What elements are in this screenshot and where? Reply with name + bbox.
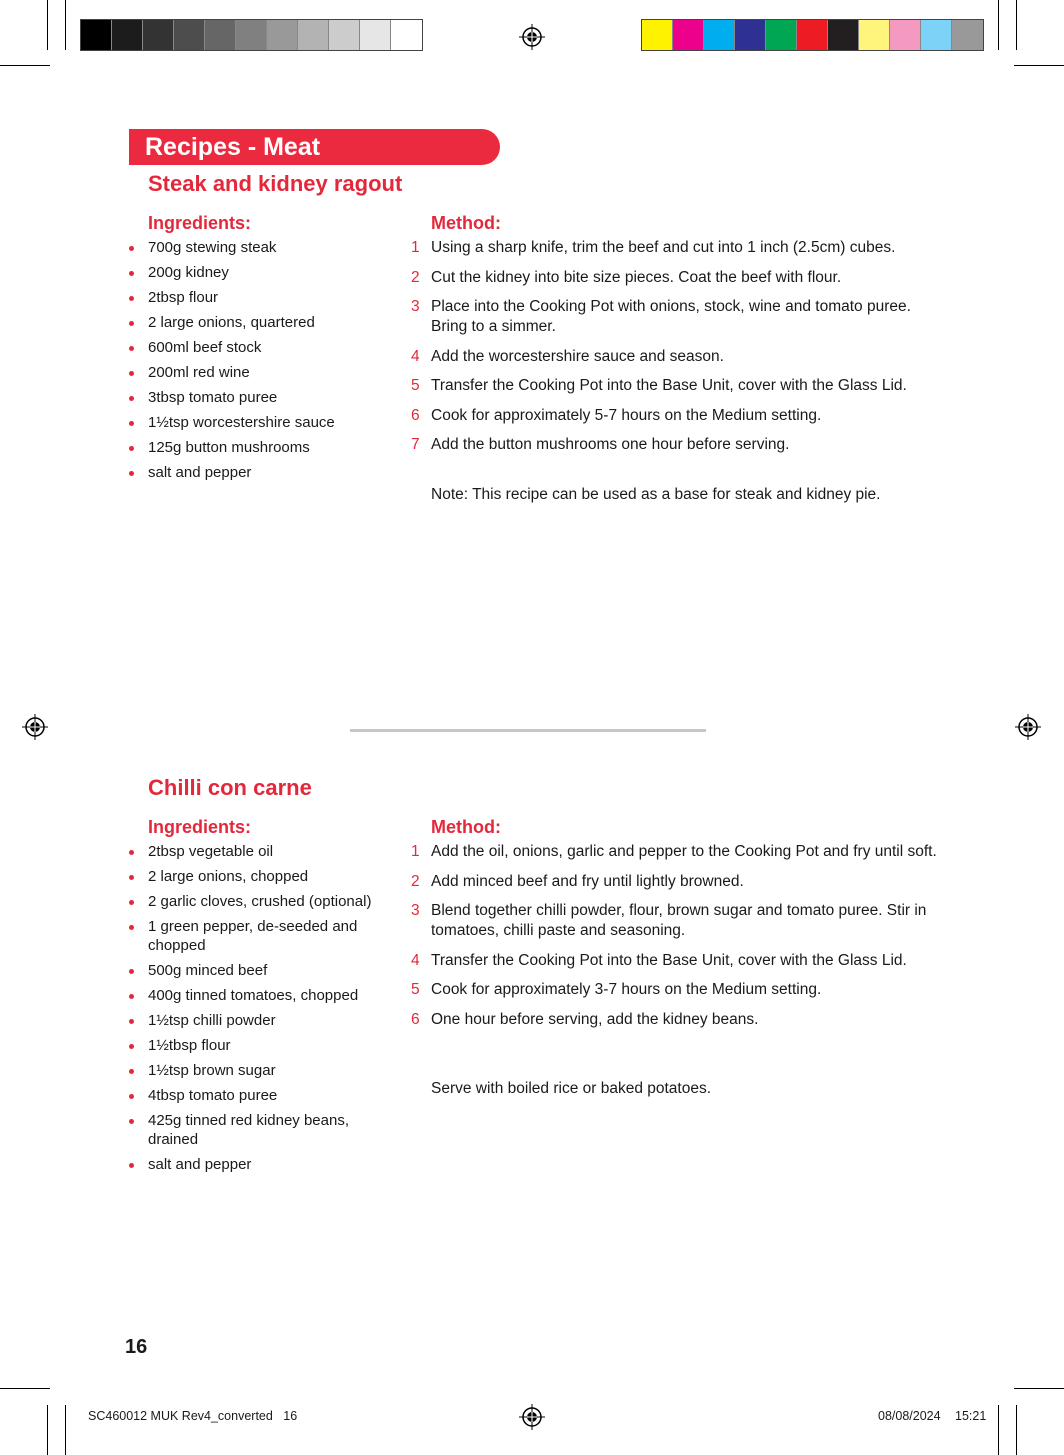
greyscale-color-bar	[80, 19, 423, 51]
ingredient-text: 2 large onions, quartered	[148, 314, 315, 331]
ingredient-text: 1½tsp brown sugar	[148, 1062, 276, 1079]
registration-mark-icon	[1015, 714, 1041, 740]
ingredient-text: salt and pepper	[148, 464, 252, 481]
ingredient-text: 4tbsp tomato puree	[148, 1087, 278, 1104]
ingredients-heading: Ingredients:	[148, 817, 252, 837]
step-number: 5	[411, 981, 420, 998]
color-swatch	[952, 20, 983, 50]
crop-mark-br-h	[1014, 1388, 1064, 1389]
ingredient-text: 2tbsp vegetable oil	[148, 843, 274, 860]
crop-mark-tl-v	[47, 0, 48, 50]
method-step	[411, 238, 951, 258]
bullet-icon	[129, 471, 134, 476]
method-step	[411, 268, 951, 288]
crop-mark-bl-v2	[65, 1405, 66, 1455]
crop-mark-bl-h	[0, 1388, 50, 1389]
ingredient-item	[129, 1036, 379, 1055]
bullet-icon	[129, 346, 134, 351]
ingredient-text: 2tbsp flour	[148, 289, 219, 306]
step-number: 3	[411, 298, 420, 315]
grey-swatch	[298, 20, 329, 50]
ingredient-text: 400g tinned tomatoes, chopped	[148, 987, 359, 1004]
ingredient-item	[129, 1155, 379, 1174]
registration-mark-icon	[519, 24, 545, 50]
color-swatch	[797, 20, 828, 50]
grey-swatch	[329, 20, 360, 50]
grey-swatch	[391, 20, 422, 50]
ingredient-item	[129, 463, 379, 482]
bullet-icon	[129, 1119, 134, 1124]
ingredient-text: 500g minced beef	[148, 962, 268, 979]
bullet-icon	[129, 850, 134, 855]
ingredient-text: salt and pepper	[148, 1156, 252, 1173]
grey-swatch	[112, 20, 143, 50]
color-swatch	[704, 20, 735, 50]
step-number: 1	[411, 843, 420, 860]
color-swatch	[921, 20, 952, 50]
grey-swatch	[205, 20, 236, 50]
step-text: Cut the kidney into bite size pieces. Coat the beef with flour.	[431, 268, 842, 286]
color-swatch	[766, 20, 797, 50]
ingredient-text: 1½tsp chilli powder	[148, 1012, 276, 1029]
bullet-icon	[129, 296, 134, 301]
print-time: 15:21	[955, 1409, 987, 1423]
bullet-icon	[129, 371, 134, 376]
section-divider	[350, 729, 706, 732]
step-number: 2	[411, 872, 420, 890]
bullet-icon	[129, 271, 134, 276]
file-slug: SC460012 MUK Rev4_converted 16	[88, 1409, 298, 1423]
ingredient-text: 200ml red wine	[148, 364, 250, 381]
color-swatch	[890, 20, 921, 50]
color-swatch	[735, 20, 766, 50]
method-step	[411, 435, 951, 455]
step-text: Transfer the Cooking Pot into the Base Unit, cover with the Glass Lid.	[431, 951, 907, 969]
ingredient-text: 1 green pepper, de-seeded and chopped	[148, 918, 358, 954]
ingredient-item	[129, 338, 379, 357]
ingredient-item	[129, 1086, 379, 1105]
page-number: 16	[125, 1336, 148, 1358]
bullet-icon	[129, 421, 134, 426]
step-text: Cook for approximately 3-7 hours on the Medium setting.	[431, 981, 822, 998]
ingredient-item	[129, 1061, 379, 1080]
bullet-icon	[129, 1069, 134, 1074]
bullet-icon	[129, 925, 134, 930]
serving-note: Serve with boiled rice or baked potatoes.	[431, 1080, 712, 1097]
ingredient-item	[129, 413, 379, 432]
method-step	[411, 951, 951, 971]
ingredient-item	[129, 288, 379, 307]
grey-swatch	[143, 20, 174, 50]
ingredient-text: 3tbsp tomato puree	[148, 389, 278, 406]
crop-mark-br-v2	[998, 1405, 999, 1455]
ingredient-text: 1½tsp worcestershire sauce	[148, 414, 335, 431]
method-step	[411, 376, 951, 396]
recipe-note: Note: This recipe can be used as a base for steak and kidney pie.	[431, 486, 881, 503]
grey-swatch	[236, 20, 267, 50]
method-step	[411, 901, 951, 941]
ingredient-item	[129, 1011, 379, 1030]
step-number: 5	[411, 377, 420, 394]
step-text: Add the worcestershire sauce and season.	[431, 347, 724, 365]
color-swatch	[859, 20, 890, 50]
registration-mark-icon	[22, 714, 48, 740]
ingredient-item	[129, 892, 379, 911]
method-steps-list	[411, 238, 951, 465]
bullet-icon	[129, 396, 134, 401]
process-color-bar	[641, 19, 984, 51]
ingredient-item	[129, 438, 379, 457]
ingredients-heading: Ingredients:	[148, 213, 252, 233]
crop-mark-bl-v	[47, 1405, 48, 1455]
step-text: Using a sharp knife, trim the beef and cut into 1 inch (2.5cm) cubes.	[431, 239, 896, 256]
bullet-icon	[129, 446, 134, 451]
method-step	[411, 842, 951, 862]
step-number: 6	[411, 406, 420, 424]
bullet-icon	[129, 246, 134, 251]
ingredient-text: 600ml beef stock	[148, 339, 262, 356]
bullet-icon	[129, 1044, 134, 1049]
ingredient-text: 2 large onions, chopped	[148, 868, 309, 885]
method-heading: Method:	[431, 817, 501, 837]
step-number: 1	[411, 239, 420, 256]
ingredient-item	[129, 986, 379, 1005]
ingredient-item	[129, 917, 379, 955]
grey-swatch	[174, 20, 205, 50]
registration-mark-icon	[519, 1404, 545, 1430]
step-text: Add minced beef and fry until lightly browned.	[431, 872, 744, 890]
section-title: Recipes - Meat	[145, 133, 321, 161]
method-step	[411, 347, 951, 367]
section-banner	[129, 129, 500, 165]
color-swatch	[828, 20, 859, 50]
method-steps-list	[411, 842, 951, 1039]
crop-mark-tr-v	[1016, 0, 1017, 50]
bullet-icon	[129, 994, 134, 999]
crop-mark-br-v	[1016, 1405, 1017, 1455]
ingredient-text: 200g kidney	[148, 264, 229, 281]
ingredient-item	[129, 313, 379, 332]
bullet-icon	[129, 900, 134, 905]
step-number: 6	[411, 1010, 420, 1028]
print-date: 08/08/2024	[878, 1409, 941, 1423]
ingredient-item	[129, 238, 379, 257]
ingredient-item	[129, 388, 379, 407]
crop-mark-tr-h	[1014, 65, 1064, 66]
ingredient-text: 125g button mushrooms	[148, 439, 310, 456]
crop-mark-tl-h	[0, 65, 50, 66]
ingredient-item	[129, 867, 379, 886]
bullet-icon	[129, 1019, 134, 1024]
bullet-icon	[129, 875, 134, 880]
ingredients-list	[129, 842, 379, 1180]
method-step	[411, 297, 951, 337]
color-swatch	[673, 20, 704, 50]
step-number: 3	[411, 902, 420, 919]
method-step	[411, 980, 951, 1000]
ingredient-item	[129, 842, 379, 861]
ingredient-item	[129, 263, 379, 282]
step-text: Add the oil, onions, garlic and pepper to the Cooking Pot and fry until soft.	[431, 843, 937, 860]
step-text: Add the button mushrooms one hour before serving.	[431, 436, 790, 453]
bullet-icon	[129, 1163, 134, 1168]
step-text: Cook for approximately 5-7 hours on the Medium setting.	[431, 406, 822, 424]
method-step	[411, 1010, 951, 1030]
step-number: 7	[411, 436, 420, 453]
step-text: Transfer the Cooking Pot into the Base Unit, cover with the Glass Lid.	[431, 377, 907, 394]
crop-mark-tr-v2	[998, 0, 999, 50]
recipe-title: Chilli con carne	[148, 775, 312, 800]
method-heading: Method:	[431, 213, 501, 233]
ingredients-list	[129, 238, 379, 488]
step-text: Blend together chilli powder, flour, brown sugar and tomato puree. Stir in tomatoes, chilli paste and seasoning.	[431, 902, 927, 939]
method-step	[411, 406, 951, 426]
bullet-icon	[129, 969, 134, 974]
ingredient-item	[129, 961, 379, 980]
step-number: 4	[411, 347, 420, 365]
ingredient-text: 700g stewing steak	[148, 239, 277, 256]
ingredient-text: 2 garlic cloves, crushed (optional)	[148, 893, 372, 910]
grey-swatch	[81, 20, 112, 50]
ingredient-item	[129, 1111, 379, 1149]
step-number: 2	[411, 268, 420, 286]
color-swatch	[642, 20, 673, 50]
grey-swatch	[267, 20, 298, 50]
ingredient-text: 425g tinned red kidney beans, drained	[148, 1112, 349, 1148]
step-text: One hour before serving, add the kidney beans.	[431, 1010, 759, 1028]
step-number: 4	[411, 951, 420, 969]
crop-mark-tl-v2	[65, 0, 66, 50]
bullet-icon	[129, 321, 134, 326]
grey-swatch	[360, 20, 391, 50]
bullet-icon	[129, 1094, 134, 1099]
step-text: Place into the Cooking Pot with onions, stock, wine and tomato puree. Bring to a simmer.	[431, 298, 911, 335]
recipe-title: Steak and kidney ragout	[148, 171, 403, 196]
method-step	[411, 872, 951, 892]
ingredient-text: 1½tbsp flour	[148, 1037, 231, 1054]
ingredient-item	[129, 363, 379, 382]
